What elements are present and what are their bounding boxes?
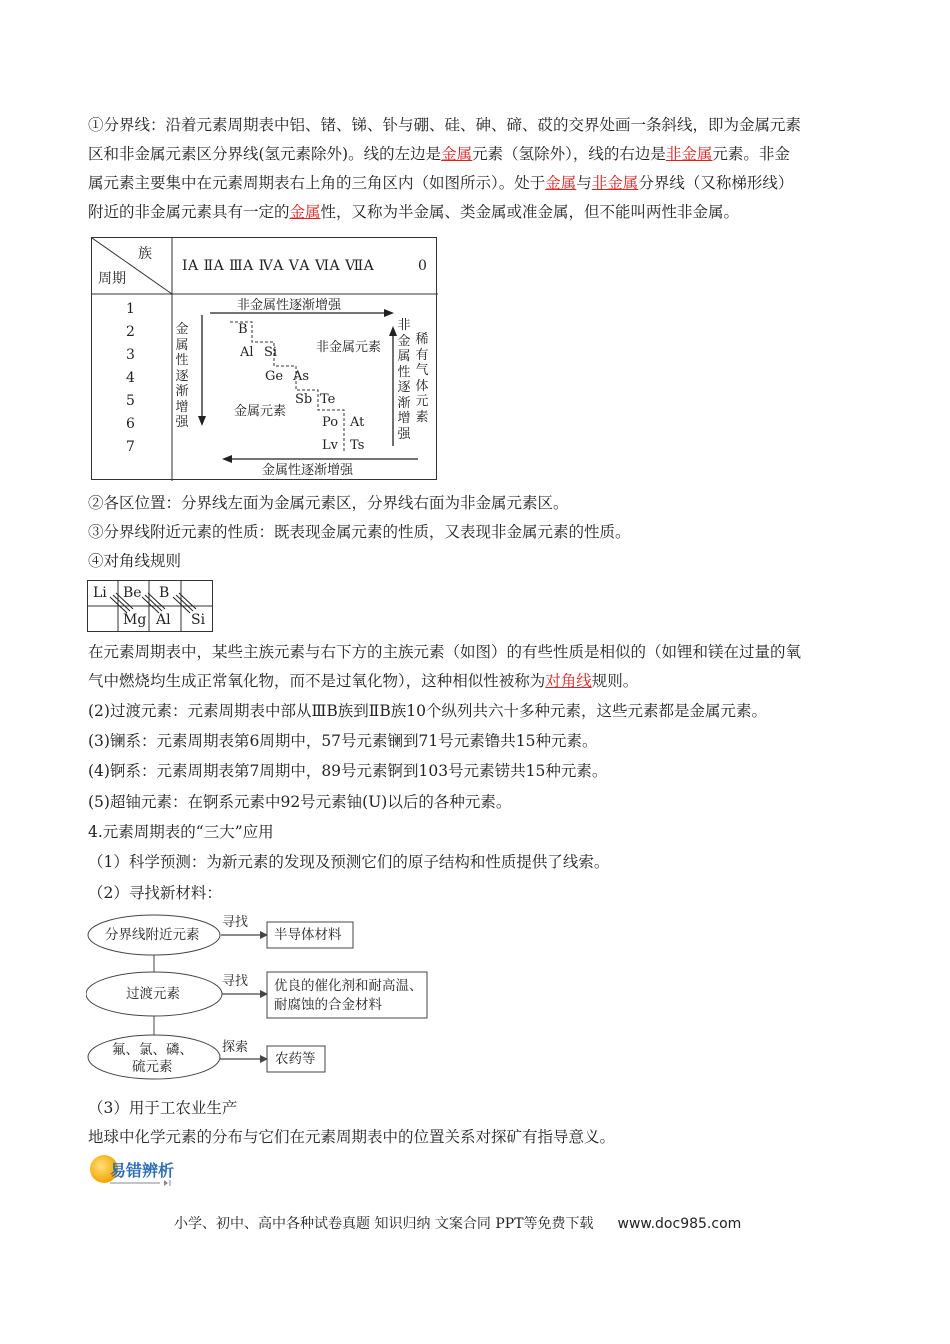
element-symbol: B [238, 322, 248, 337]
element-symbol: Ts [350, 438, 365, 453]
paragraph-line [88, 198, 739, 227]
period-number: 4 [126, 370, 135, 386]
paragraph-line: （2）寻找新材料： [88, 884, 222, 902]
materials-flow-diagram [86, 912, 436, 1082]
flow-result-catalyst: 耐腐蚀的合金材料 [274, 997, 382, 1013]
highlight-answer: 金属 [441, 145, 473, 163]
text: 附近的非金属元素具有一定的 [88, 203, 290, 221]
text: 元素（氢除外），线的右边是 [472, 145, 666, 163]
text: 气中燃烧均生成正常氧化物，而不是过氧化物），这种相似性被称为 [88, 672, 546, 690]
text: 规则。 [591, 672, 639, 690]
highlight-answer: 金属 [289, 203, 321, 221]
flow-result-catalyst: 优良的催化剂和耐高温、 [274, 978, 423, 994]
element-symbol: Lv [322, 438, 338, 453]
element-symbol: Si [191, 612, 206, 628]
period-number: 6 [126, 416, 135, 432]
paragraph-line: (3)镧系：元素周期表第6周期中，57号元素镧到71号元素镥共15种元素。 [88, 732, 598, 750]
arrow-label: 寻找 [222, 974, 249, 989]
period-number: 1 [126, 301, 135, 317]
period-number: 2 [126, 324, 135, 340]
element-symbol: At [350, 415, 365, 430]
footer-site-link[interactable]: www.doc985.com [617, 1216, 742, 1232]
paragraph-line: ④对角线规则 [88, 552, 182, 570]
left-arrow-label: 金属性逐渐增强 [175, 322, 189, 430]
element-symbol: Sb [295, 392, 313, 407]
right-arrow-label: 非金属性逐渐增强 [397, 318, 411, 442]
element-symbol: Ge [265, 369, 284, 384]
flow-node-transition: 过渡元素 [126, 986, 180, 1002]
period-number: 5 [126, 393, 135, 409]
paragraph-line: (4)锕系：元素周期表第7周期中，89号元素锕到103号元素铹共15种元素。 [88, 762, 608, 780]
highlight-answer: 对角线 [545, 672, 592, 690]
group-headers: ⅠA ⅡA ⅢA ⅣA ⅤA ⅥA ⅦA [182, 258, 375, 274]
paragraph-line: (2)过渡元素：元素周期表中部从ⅢB族到ⅡB族10个纵列共六十多种元素，这些元素都是金属元素。 [88, 702, 767, 720]
bottom-arrow-label: 金属性逐渐增强 [262, 463, 354, 478]
period-number: 7 [126, 439, 135, 455]
element-symbol: Si [264, 345, 278, 360]
arrow-label: 寻找 [222, 915, 249, 930]
element-symbol: Al [156, 612, 171, 628]
text: 与 [576, 174, 592, 192]
noble-gas-label: 稀有气体元素 [415, 332, 429, 425]
error-analysis-logo [88, 1154, 180, 1188]
top-arrow-label: 非金属性逐渐增强 [237, 298, 342, 313]
logo-text: 易错辨析 [110, 1161, 175, 1180]
element-symbol: Al [240, 345, 254, 360]
highlight-answer: 非金属 [665, 145, 713, 163]
element-symbol: Po [322, 415, 339, 430]
paragraph-line: （3）用于工农业生产 [88, 1099, 238, 1117]
element-symbol: Be [123, 585, 142, 601]
paragraph-line: ②各区位置：分界线左面为金属元素区，分界线右面为非金属元素区。 [88, 494, 569, 512]
metal-region-label: 金属元素 [234, 404, 287, 419]
paragraph-line [88, 169, 793, 198]
group-zero: 0 [418, 258, 427, 274]
paragraph-line: 地球中化学元素的分布与它们在元素周期表中的位置关系对探矿有指导意义。 [88, 1128, 616, 1146]
highlight-answer: 非金属 [591, 174, 639, 192]
element-symbol: Mg [123, 612, 147, 628]
periodic-boundary-figure [91, 237, 437, 480]
text: 区和非金属元素区分界线(氢元素除外)。线的左边是 [88, 145, 442, 163]
diagonal-rule-figure [87, 580, 213, 632]
header-group-label: 族 [138, 246, 152, 262]
nonmetal-region-label: 非金属元素 [316, 340, 382, 355]
element-symbol: Te [320, 392, 336, 407]
highlight-answer: 金属 [545, 174, 577, 192]
flow-node-boundary: 分界线附近元素 [105, 927, 200, 943]
flow-node-nonmetals: 硫元素 [132, 1059, 173, 1075]
paragraph-line [88, 140, 790, 169]
element-symbol: As [293, 369, 310, 384]
paragraph-line: ③分界线附近元素的性质：既表现金属元素的性质，又表现非金属元素的性质。 [88, 523, 631, 541]
flow-node-nonmetals: 氟、氯、磷、 [112, 1042, 193, 1058]
arrow-label: 探索 [222, 1040, 249, 1055]
text: 元素。非金 [712, 145, 790, 163]
footer-text: 小学、初中、高中各种试卷真题 知识归纳 文案合同 PPT等免费下载 [174, 1216, 594, 1232]
paragraph-line [88, 667, 638, 696]
header-period-label: 周期 [98, 271, 126, 287]
element-symbol: Li [93, 585, 107, 601]
text: 属元素主要集中在元素周期表右上角的三角区内（如图所示）。处于 [88, 174, 546, 192]
element-symbol: B [159, 585, 170, 601]
period-number: 3 [126, 347, 135, 363]
flow-result-pesticide: 农药等 [275, 1051, 316, 1067]
section-heading: 4.元素周期表的“三大”应用 [88, 823, 274, 841]
text: 分界线（又称梯形线） [638, 174, 794, 192]
paragraph-line: （1）科学预测：为新元素的发现及预测它们的原子结构和性质提供了线索。 [88, 853, 610, 871]
text: 性，又称为半金属、类金属或准金属，但不能叫两性非金属。 [320, 203, 740, 221]
paragraph-line: 在元素周期表中，某些主族元素与右下方的主族元素（如图）的有些性质是相似的（如锂和镁在过量的氧 [88, 643, 802, 661]
paragraph-line: (5)超铀元素：在锕系元素中92号元素铀(U)以后的各种元素。 [88, 793, 512, 811]
paragraph-line: ①分界线：沿着元素周期表中铝、锗、锑、钋与硼、硅、砷、碲、砹的交界处画一条斜线，即为金属元素 [88, 116, 802, 134]
page-footer [174, 1213, 741, 1233]
flow-result-semiconductor: 半导体材料 [274, 927, 342, 943]
